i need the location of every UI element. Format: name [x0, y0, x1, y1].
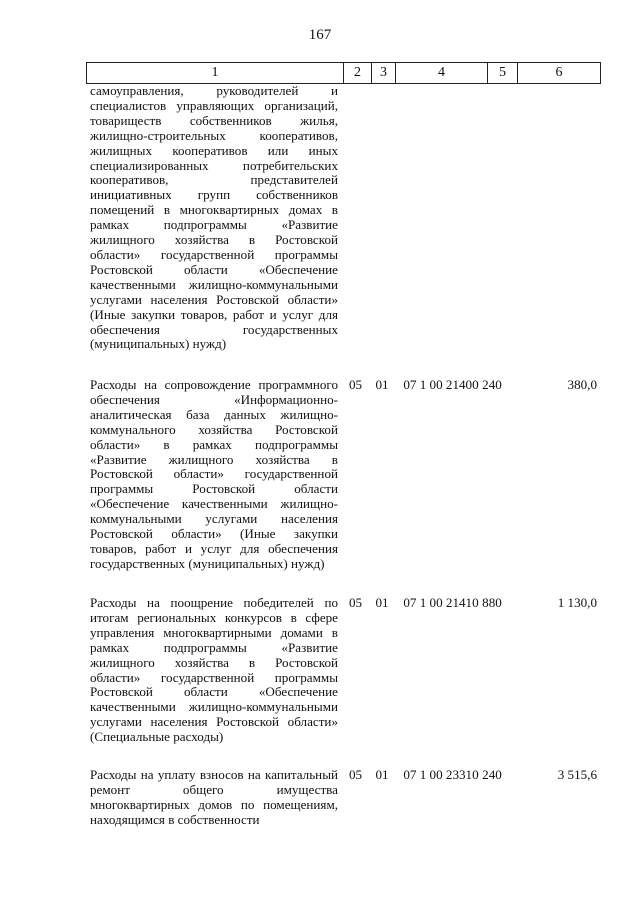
- cell-amount: 3 515,6: [557, 767, 597, 782]
- cell-subsection: 01: [375, 595, 389, 610]
- cell-section: 05: [348, 595, 363, 610]
- cell-expense-type: 880: [482, 595, 502, 610]
- row-description: самоуправления, руководителей и специалистов управляющих организаций, товариществ собственников жилья, жилищно-строительных кооперативов, жилищных кооперативов или иных специализированных потребительских кооперативов, представителей инициативных групп собственников помещений в многоквартирных домах в рамках подпрограммы «Развитие жилищного хозяйства в Ростовской области» государственной программы Ростовской области «Обеспечение качественными жилищно-коммунальными услугами населения Ростовской области» (Иные закупки товаров, работ и услуг для обеспечения государственных (муниципальных) нужд): [90, 83, 338, 352]
- cell-section: 05: [348, 767, 363, 782]
- cell-section: 05: [348, 377, 363, 392]
- row-description: Расходы на сопровождение программного обеспечения «Информационно-аналитическая база данных жилищно-коммунального хозяйства Ростовской области» в рамках подпрограммы «Развитие жилищного хозяйства в Ростовской области» государственной программы Ростовской области «Обеспечение качественными жилищно-коммунальными услугами населения Ростовской области» (Иные закупки товаров, работ и услуг для обеспечения государственных (муниципальных) нужд): [90, 377, 338, 571]
- cell-amount: 1 130,0: [557, 595, 597, 610]
- cell-subsection: 01: [375, 377, 389, 392]
- column-header-row: [86, 62, 601, 84]
- cell-expense-type: 240: [482, 767, 502, 782]
- cell-expense-type: 240: [482, 377, 502, 392]
- page-number: 167: [308, 27, 332, 43]
- column-header-4: 4: [396, 63, 488, 84]
- cell-target-article: 07 1 00 23310: [403, 767, 479, 782]
- cell-target-article: 07 1 00 21400: [403, 377, 479, 392]
- column-header-6: 6: [518, 63, 601, 84]
- column-header-3: 3: [372, 63, 396, 84]
- row-description: Расходы на поощрение победителей по итогам региональных конкурсов в сфере управления многоквартирными домами в рамках подпрограммы «Развитие жилищного хозяйства в Ростовской области» государственной программы Ростовской области «Обеспечение качественными жилищно-коммунальными услугами населения Ростовской области» (Специальные расходы): [90, 595, 338, 745]
- cell-target-article: 07 1 00 21410: [403, 595, 479, 610]
- column-header-1: 1: [87, 63, 344, 84]
- row-description: Расходы на уплату взносов на капитальный ремонт общего имущества многоквартирных домов по помещениям, находящимся в собственности: [90, 767, 338, 827]
- column-header-2: 2: [344, 63, 372, 84]
- cell-amount: 380,0: [567, 377, 597, 392]
- cell-subsection: 01: [375, 767, 389, 782]
- column-header-5: 5: [488, 63, 518, 84]
